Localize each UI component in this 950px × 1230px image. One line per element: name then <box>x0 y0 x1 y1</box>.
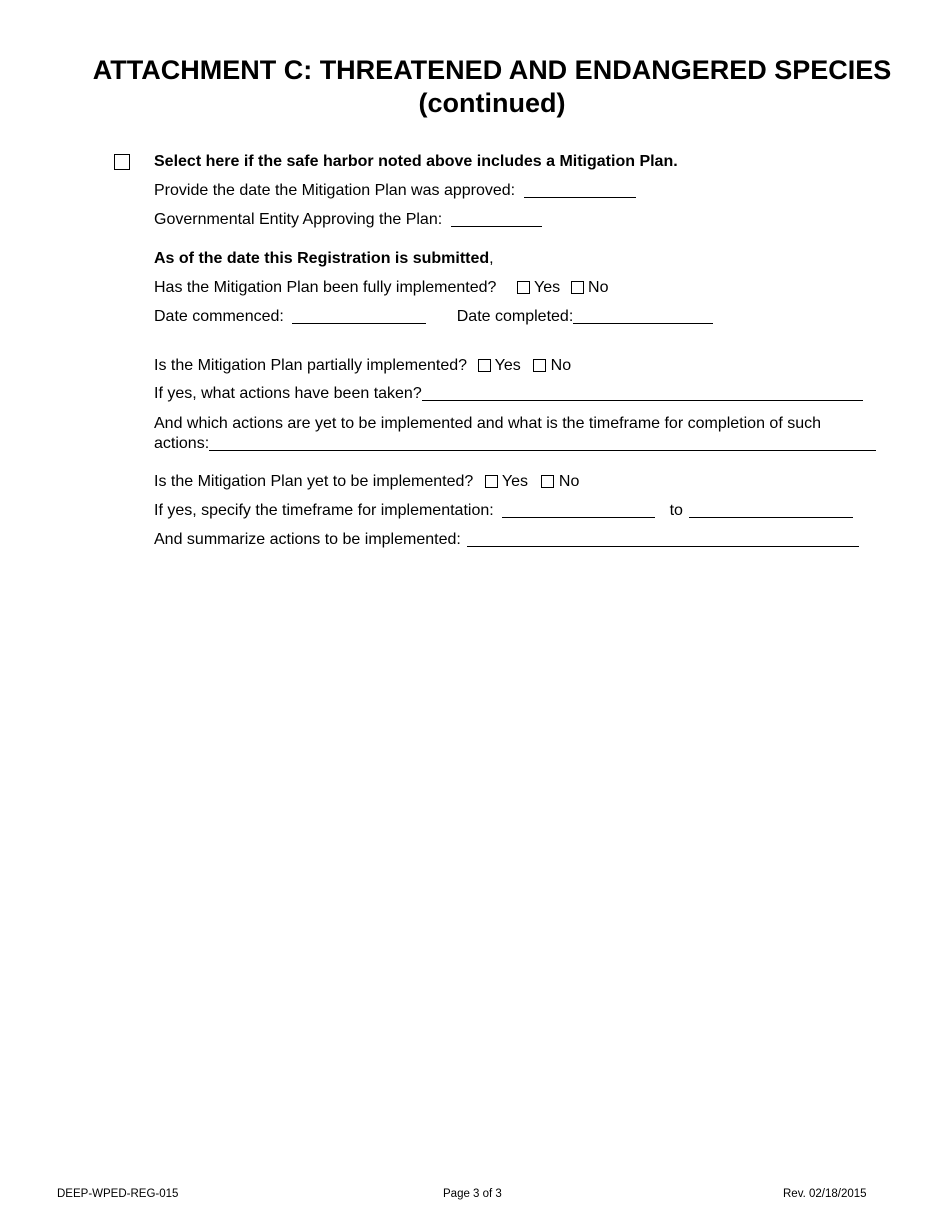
mitigation-plan-checkbox[interactable] <box>114 154 130 170</box>
yet-actions-line-1: And which actions are yet to be implemented and what is the timeframe for completion of such <box>154 415 822 432</box>
title-line-2: (continued) <box>418 88 566 118</box>
summarize-label: And summarize actions to be implemented: <box>154 531 461 548</box>
gov-entity-label: Governmental Entity Approving the Plan: <box>154 211 443 228</box>
partially-no-checkbox[interactable] <box>533 359 546 372</box>
title-line-1: ATTACHMENT C: THREATENED AND ENDANGERED SPECIES <box>92 55 892 85</box>
gov-entity-row <box>154 210 542 230</box>
date-approved-row <box>154 181 636 201</box>
timeframe-row <box>154 501 853 521</box>
summarize-row <box>154 530 859 550</box>
partially-yes-label: Yes <box>494 357 521 374</box>
partially-no-label: No <box>550 357 572 374</box>
date-approved-field[interactable] <box>524 181 636 198</box>
partially-implemented-row <box>154 356 571 376</box>
form-id: DEEP-WPED-REG-015 <box>57 1188 179 1200</box>
as-of-heading <box>154 249 494 269</box>
timeframe-label: If yes, specify the timeframe for implementation: <box>154 502 494 519</box>
yet-to-be-yes-label: Yes <box>501 473 529 490</box>
page-title <box>0 54 950 120</box>
fully-implemented-no-label: No <box>588 279 609 296</box>
mitigation-plan-select-label: Select here if the safe harbor noted above includes a Mitigation Plan. <box>154 153 678 170</box>
revision-date: Rev. 02/18/2015 <box>783 1188 867 1200</box>
yet-to-be-no-label: No <box>558 473 580 490</box>
page-number: Page 3 of 3 <box>443 1188 502 1200</box>
timeframe-start-field[interactable] <box>502 501 655 518</box>
date-approved-label: Provide the date the Mitigation Plan was approved: <box>154 182 516 199</box>
yet-to-be-question: Is the Mitigation Plan yet to be implemented? <box>154 473 474 490</box>
dates-row <box>154 307 713 327</box>
date-completed-field[interactable] <box>573 307 713 324</box>
fully-implemented-row <box>154 278 609 298</box>
yet-to-be-row <box>154 472 579 492</box>
yet-actions-field[interactable] <box>209 434 876 451</box>
gov-entity-field[interactable] <box>451 210 542 227</box>
fully-implemented-yes-checkbox[interactable] <box>517 281 530 294</box>
partially-yes-checkbox[interactable] <box>478 359 491 372</box>
yet-to-be-yes-checkbox[interactable] <box>485 475 498 488</box>
date-completed-label: Date completed: <box>456 308 574 325</box>
partially-implemented-question: Is the Mitigation Plan partially implemented? <box>154 357 468 374</box>
actions-taken-row <box>154 384 863 404</box>
yet-to-be-no-checkbox[interactable] <box>541 475 554 488</box>
yet-actions-line-2: actions: <box>154 435 210 452</box>
as-of-suffix: , <box>489 250 494 267</box>
actions-taken-label: If yes, what actions have been taken? <box>154 385 422 402</box>
date-commenced-label: Date commenced: <box>154 308 284 325</box>
fully-implemented-no-checkbox[interactable] <box>571 281 584 294</box>
summarize-field[interactable] <box>467 530 859 547</box>
date-commenced-field[interactable] <box>292 307 426 324</box>
as-of-bold-text: As of the date this Registration is submitted <box>154 250 490 267</box>
fully-implemented-yes-label: Yes <box>534 279 561 296</box>
timeframe-to-label: to <box>669 502 683 519</box>
fully-implemented-question: Has the Mitigation Plan been fully implemented? <box>154 279 497 296</box>
actions-taken-field[interactable] <box>422 384 863 401</box>
timeframe-end-field[interactable] <box>689 501 853 518</box>
yet-actions-row-2 <box>154 434 876 454</box>
